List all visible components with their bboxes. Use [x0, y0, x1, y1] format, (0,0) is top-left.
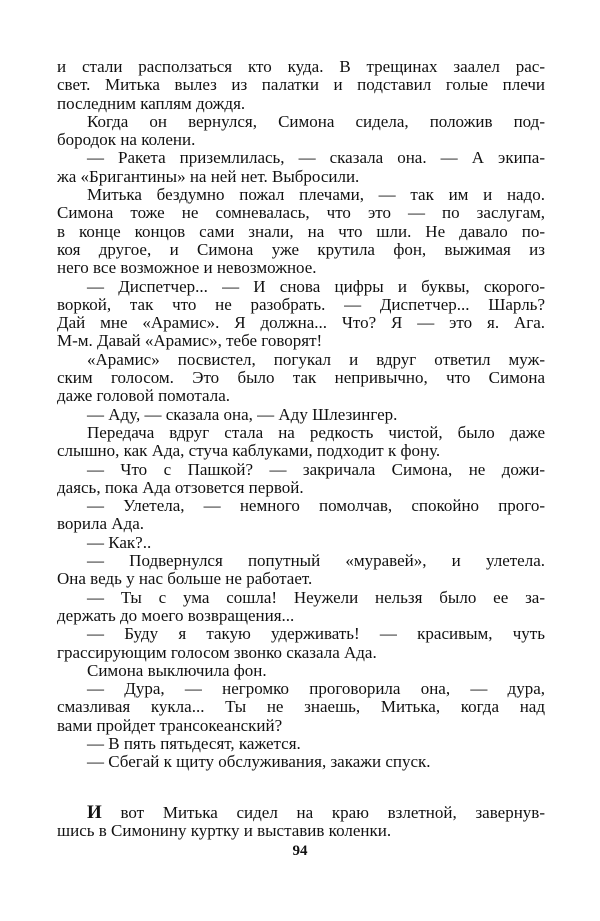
text-line: — Аду, — сказала она, — Аду Шлезингер. — [87, 404, 398, 424]
text-line: Симона выключила фон. — [87, 660, 267, 680]
text-line: коя другое, и Симона уже крутила фон, выжимая из — [57, 239, 545, 259]
section-break — [57, 772, 545, 804]
text-line: Симона тоже не сомневалась, что это — по заслугам, — [57, 203, 545, 223]
text-line: смазливая кукла... Ты не знаешь, Митька, когда над — [57, 697, 545, 717]
final-paragraph-line — [57, 801, 545, 823]
text-line: Дай мне «Арамис». Я должна... Что? Я — это я. Ага. — [57, 313, 545, 333]
text-line: — Сбегай к щиту обслуживания, закажи спуск. — [87, 752, 431, 772]
text-line: и стали расползаться кто куда. В трещинах заалел рас- — [57, 57, 545, 76]
text-line: вот Митька сидел на краю взлетной, завернув- — [101, 802, 545, 822]
text-line: ским голосом. Это было так непривычно, что Симона — [57, 368, 545, 388]
text-line: — Дура, — негромко проговорила она, — дура, — [87, 679, 545, 699]
text-line: — В пять пятьдесят, кажется. — [87, 733, 301, 753]
text-line: — Диспетчер... — И снова цифры и буквы, скорого- — [87, 276, 545, 296]
text-line: даже головой помотала. — [57, 386, 230, 406]
text-line: Передача вдруг стала на редкость чистой, было даже — [87, 422, 545, 442]
text-line: свет. Митька вылез из палатки и подставил голые плечи — [57, 75, 545, 95]
text-line: М-м. Давай «Арамис», тебе говорят! — [57, 331, 323, 351]
page-body — [57, 58, 545, 840]
text-line: даясь, пока Ада отзовется первой. — [57, 477, 304, 497]
text-line: — Как?.. — [87, 532, 152, 552]
text-line: — Что с Пашкой? — закричала Симона, не дожи- — [87, 459, 545, 479]
text-line: грассирующим голосом звонко сказала Ада. — [57, 642, 377, 662]
text-line: воркой, так что не разобрать. — Диспетчер... Шарль? — [57, 294, 545, 314]
text-line: Митька бездумно пожал плечами, — так им и надо. — [87, 185, 545, 205]
text-line: бородок на колени. — [57, 130, 196, 150]
text-line: ворила Ада. — [57, 514, 145, 534]
text-line: жа «Бригантины» на ней нет. Выбросили. — [57, 166, 360, 186]
text-line: — Подвернулся попутный «муравей», и улетела. — [87, 551, 545, 571]
text-line: в конце концов сами знали, на что шли. Не давало по- — [57, 221, 545, 241]
text-line: «Арамис» посвистел, погукал и вдруг ответил муж- — [87, 349, 545, 369]
text-line: Когда он вернулся, Симона сидела, положив под- — [87, 111, 545, 131]
final-paragraph-line: шись в Симонину куртку и выставив коленки. — [57, 820, 392, 840]
text-line: — Буду я такую удерживать! — красивым, чуть — [87, 624, 545, 644]
text-line: слышно, как Ада, стуча каблуками, подходит к фону. — [57, 441, 441, 461]
text-line: держать до моего возвращения... — [57, 605, 295, 625]
text-line: последним каплям дождя. — [57, 93, 246, 113]
text-line: — Ты с ума сошла! Неужели нельзя было ее за- — [87, 587, 545, 607]
text-line: вами пройдет трансокеанский? — [57, 715, 283, 735]
initial-letter: И — [87, 801, 102, 823]
text-line: — Улетела, — немного помолчав, спокойно прого- — [87, 496, 545, 516]
text-line: — Ракета приземлилась, — сказала она. — А экипа- — [87, 148, 545, 168]
page-number: 94 — [292, 843, 308, 859]
text-line: Она ведь у нас больше не работает. — [57, 569, 313, 589]
text-line: него все возможное и невозможное. — [57, 258, 317, 278]
